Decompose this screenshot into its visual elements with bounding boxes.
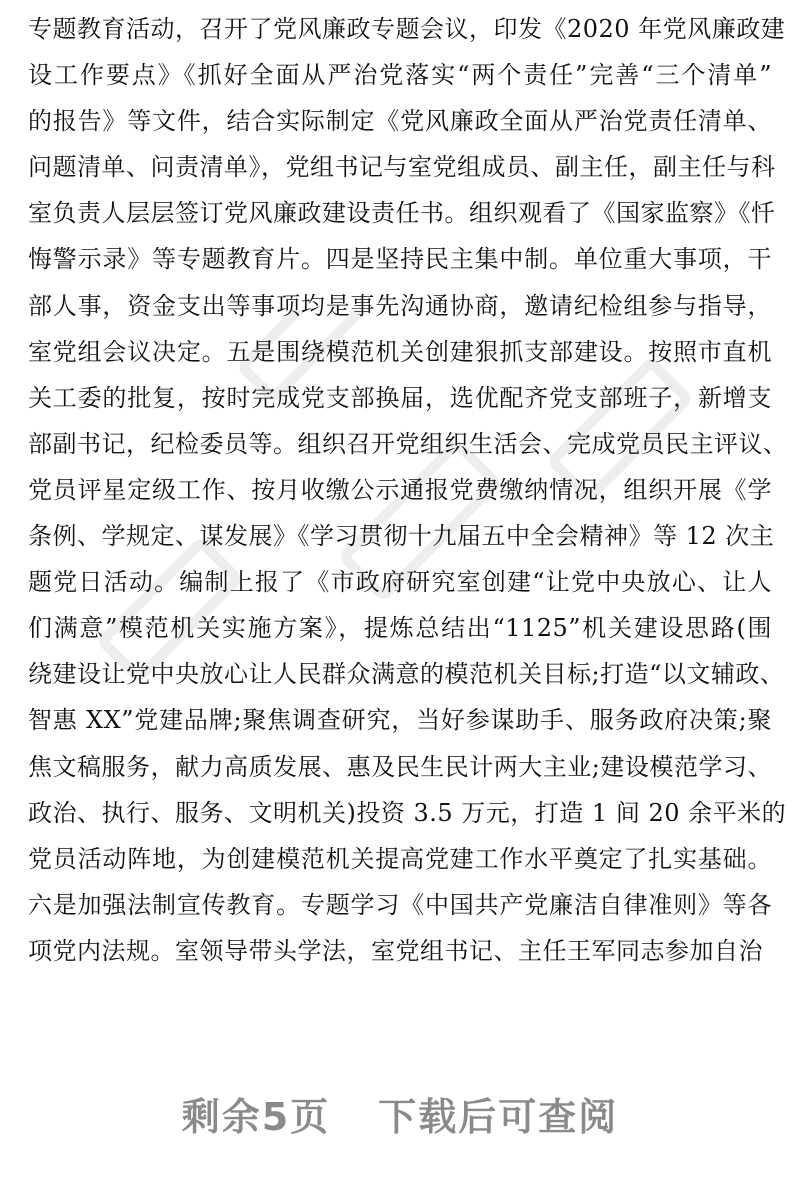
text-line: 项党内法规。室领导带头学法，室党组书记、主任王军同志参加自治 (28, 936, 763, 965)
text-line: 设工作要点》《抓好全面从严治党落实“两个责任”完善“三个清单” (28, 61, 772, 90)
text-line: 政治、执行、服务、文明机关)投资 3.5 万元，打造 1 间 20 余平米的 (28, 798, 787, 827)
text-line: 党员活动阵地，为创建模范机关提高党建工作水平奠定了扎实基础。 (28, 844, 772, 873)
download-banner[interactable] (0, 1086, 800, 1141)
text-line: 们满意”模范机关实施方案》，提炼总结出“1125”机关建设思路(围 (28, 614, 772, 643)
text-line: 室负责人层层签订党风廉政建设责任书。组织观看了《国家监察》《忏 (28, 199, 776, 228)
text-line: 部人事，资金支出等事项均是事先沟通协商，邀请纪检组参与指导， (28, 291, 772, 320)
text-line: 部副书记，纪检委员等。组织召开党组织生活会、完成党员民主评议、 (28, 429, 788, 458)
text-line: 悔警示录》等专题教育片。四是坚持民主集中制。单位重大事项，干 (28, 245, 772, 274)
text-line: 绕建设让党中央放心让人民群众满意的模范机关目标;打造“以文辅政、 (28, 660, 785, 689)
text-line: 智惠 XX”党建品牌;聚焦调查研究，当好参谋助手、服务政府决策;聚 (28, 706, 772, 735)
text-line: 专题教育活动，召开了党风廉政专题会议，印发《2020 年党风廉政建 (28, 15, 786, 43)
text-line: 的报告》等文件，结合实际制定《党风廉政全面从严治党责任清单、 (28, 107, 772, 136)
text-line: 问题清单、问责清单》，党组书记与室党组成员、副主任，副主任与科 (28, 153, 776, 182)
text-line: 焦文稿服务，献力高质发展、惠及民生民计两大主业;建设模范学习、 (28, 752, 772, 781)
download-prompt-label[interactable]: 下载后可查阅 (378, 1095, 619, 1139)
text-line: 室党组会议决定。五是围绕模范机关创建狠抓支部建设。按照市直机 (28, 337, 772, 366)
body-text (28, 6, 788, 974)
remaining-pages-label: 剩余5页 (181, 1095, 331, 1139)
text-line: 关工委的批复，按时完成党支部换届，选优配齐党支部班子，新增支 (28, 383, 772, 412)
text-line: 题党日活动。编制上报了《市政府研究室创建“让党中央放心、让人 (28, 568, 772, 597)
text-line: 党员评星定级工作、按月收缴公示通报党费缴纳情况，组织开展《学 (28, 475, 772, 504)
text-line: 六是加强法制宣传教育。专题学习《中国共产党廉洁自律准则》等各 (28, 890, 772, 919)
text-line: 条例、学规定、谋发展》《学习贯彻十九届五中全会精神》等 12 次主 (28, 522, 775, 551)
